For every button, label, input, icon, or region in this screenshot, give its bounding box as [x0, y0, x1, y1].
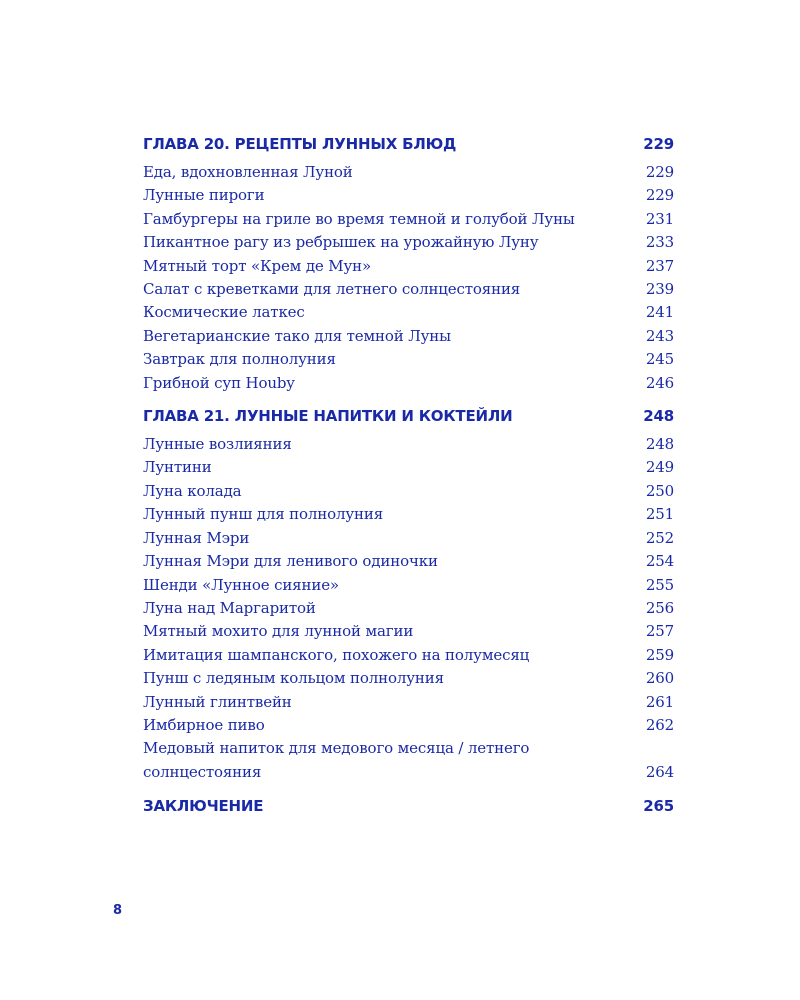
entry-page: 233: [645, 233, 674, 252]
chapter-heading-conclusion[interactable]: [143, 794, 674, 818]
entry-page: 243: [645, 326, 674, 345]
chapter-title: ЗАКЛЮЧЕНИЕ: [143, 797, 264, 816]
toc-entry[interactable]: [143, 480, 674, 503]
entry-page: 229: [645, 163, 674, 181]
toc-entry[interactable]: [143, 644, 674, 667]
entry-page: 246: [645, 373, 674, 392]
entry-title: Имитация шампанского, похожего на полумесяц: [143, 645, 530, 664]
toc-entry[interactable]: [143, 325, 674, 348]
entry-page: 261: [645, 692, 674, 711]
entry-title: Лунные пироги: [143, 186, 265, 205]
entry-title: Имбирное пиво: [143, 715, 265, 734]
entry-title: Шенди «Лунное сияние»: [143, 575, 339, 594]
toc-entry[interactable]: [143, 208, 674, 231]
toc-entry[interactable]: [143, 348, 674, 371]
entry-title: Пикантное рагу из ребрышек на урожайную Луну: [143, 233, 539, 252]
entry-title: Лунный пунш для полнолуния: [143, 505, 384, 524]
entry-page: 245: [645, 350, 674, 369]
entry-title: Мятный мохито для лунной магии: [143, 622, 414, 641]
entry-title: Луна над Маргаритой: [143, 598, 316, 617]
toc-entry[interactable]: [143, 231, 674, 254]
entry-page: 259: [645, 645, 674, 664]
entry-page: 250: [645, 481, 674, 500]
toc-entry[interactable]: [143, 372, 674, 395]
entry-page: 254: [645, 552, 674, 571]
page-number: 8: [113, 903, 123, 918]
entry-page: 229: [645, 186, 674, 205]
toc-entry[interactable]: [143, 184, 674, 207]
toc-entry[interactable]: [143, 667, 674, 690]
entry-title: Лунтини: [143, 458, 212, 477]
toc-entry[interactable]: [143, 620, 674, 643]
chapter-page: 265: [643, 797, 674, 816]
toc-entry[interactable]: [143, 714, 674, 737]
chapter-heading-21[interactable]: [143, 404, 674, 428]
chapter-21-entries: [143, 433, 674, 784]
toc-entry[interactable]: [143, 737, 674, 784]
entry-title: Космические латкес: [143, 303, 305, 322]
entry-title: Лунный глинтвейн: [143, 692, 292, 711]
chapter-20-entries: [143, 161, 674, 395]
entry-page: 255: [645, 575, 674, 594]
entry-page: 248: [645, 435, 674, 454]
entry-title: Пунш с ледяным кольцом полнолуния: [143, 669, 444, 688]
entry-page: 256: [645, 598, 674, 617]
toc-entry[interactable]: [143, 433, 674, 456]
toc-entry[interactable]: [143, 503, 674, 526]
entry-title: Луна колада: [143, 481, 242, 500]
toc-entry[interactable]: [143, 574, 674, 597]
entry-title: Лунные возлияния: [143, 435, 292, 454]
entry-title: Еда, вдохновленная Луной: [143, 163, 353, 181]
chapter-page: 229: [643, 135, 674, 153]
toc-entry[interactable]: [143, 278, 674, 301]
table-of-contents: [143, 132, 674, 818]
chapter-title: ГЛАВА 21. ЛУННЫЕ НАПИТКИ И КОКТЕЙЛИ: [143, 407, 513, 426]
entry-page: 231: [645, 209, 674, 228]
entry-page: 257: [645, 622, 674, 641]
entry-page: 262: [645, 715, 674, 734]
entry-page: 241: [645, 303, 674, 322]
entry-page: 260: [645, 669, 674, 688]
entry-title: Мятный торт «Крем де Мун»: [143, 256, 372, 275]
entry-title: Лунная Мэри: [143, 528, 250, 547]
entry-title: Салат с креветками для летнего солнцестояния: [143, 280, 521, 299]
toc-entry[interactable]: [143, 456, 674, 479]
entry-title: Завтрак для полнолуния: [143, 350, 336, 369]
toc-entry[interactable]: [143, 255, 674, 278]
chapter-page: 248: [643, 407, 674, 426]
entry-page: 237: [645, 256, 674, 275]
entry-page: 251: [645, 505, 674, 524]
toc-entry[interactable]: [143, 161, 674, 184]
toc-entry[interactable]: [143, 527, 674, 550]
toc-entry[interactable]: [143, 597, 674, 620]
entry-title: Лунная Мэри для ленивого одиночки: [143, 552, 438, 571]
chapter-title: ГЛАВА 20. РЕЦЕПТЫ ЛУННЫХ БЛЮД: [143, 135, 457, 153]
entry-title: Гамбургеры на гриле во время темной и голубой Луны: [143, 209, 575, 228]
toc-entry[interactable]: [143, 301, 674, 324]
toc-entry[interactable]: [143, 691, 674, 714]
entry-page: 252: [645, 528, 674, 547]
entry-title: Вегетарианские тако для темной Луны: [143, 326, 451, 345]
entry-page: 239: [645, 280, 674, 299]
chapter-heading-20[interactable]: [143, 132, 674, 156]
entry-title: Медовый напиток для медового месяца / летнего солнцестояния: [143, 739, 530, 781]
entry-page: 249: [645, 458, 674, 477]
toc-entry[interactable]: [143, 550, 674, 573]
entry-title: Грибной суп Houby: [143, 373, 295, 392]
entry-page: 264: [645, 762, 674, 781]
